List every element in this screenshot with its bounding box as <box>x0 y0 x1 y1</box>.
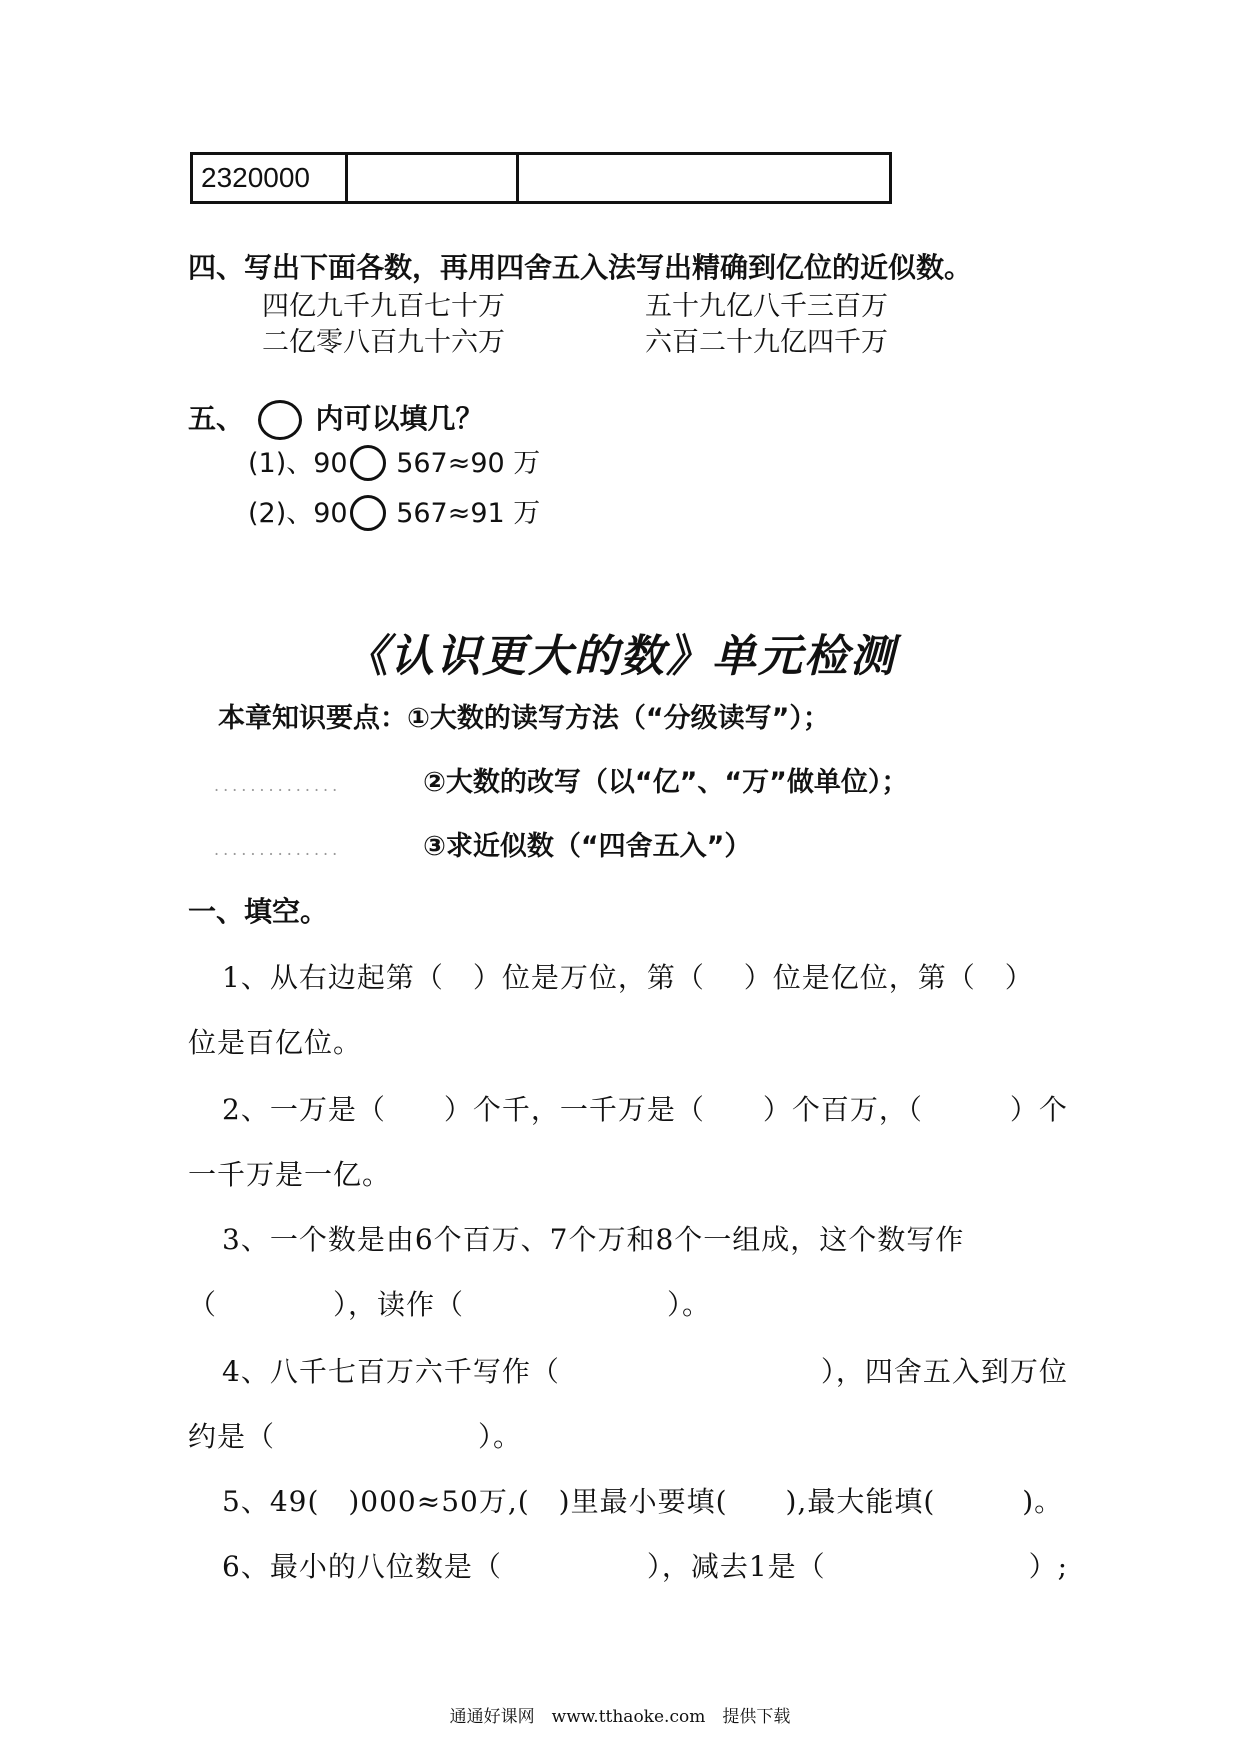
item-suffix: 567≈91 万 <box>387 498 541 529</box>
section5-item <box>248 491 540 535</box>
item-prefix: (2)、90 <box>248 498 348 529</box>
item-suffix: 567≈90 万 <box>387 448 541 479</box>
question-line: 2、一万是（ ）个千，一千万是（ ）个百万，（ ）个 <box>222 1093 1068 1126</box>
question-line: 约是（ ）。 <box>188 1420 523 1453</box>
question-line: 4、八千七百万六千写作（ ），四舍五入到万位 <box>222 1355 1068 1388</box>
section5-suffix: 内可以填几？ <box>315 402 484 435</box>
section4-item: 四亿九千九百七十万 <box>262 291 505 322</box>
dot-leader: .............. <box>214 776 342 795</box>
question-line: 位是百亿位。 <box>188 1026 363 1059</box>
number-table <box>190 152 892 204</box>
key-point: ③求近似数（“四舍五入”） <box>423 831 752 862</box>
question-line: 5、49( )000≈50万,( )里最小要填( ),最大能填( )。 <box>222 1485 1064 1518</box>
question-line: 一千万是一亿。 <box>188 1158 392 1191</box>
table-cell: 2320000 <box>192 154 347 203</box>
question-line: 1、从右边起第（ ）位是万位，第（ ）位是亿位，第（ ） <box>222 961 1034 994</box>
section5-item <box>248 441 540 485</box>
key-points-line <box>218 696 830 735</box>
page-title: 《认识更大的数》单元检测 <box>344 631 896 682</box>
key-point: ①大数的读写方法（“分级读写”）； <box>407 703 830 734</box>
footer: 通通好课网 www.tthaoke.com 提供下载 <box>449 1707 791 1727</box>
section5-prefix: 五、 <box>188 402 245 435</box>
item-prefix: (1)、90 <box>248 448 348 479</box>
dot-leader: .............. <box>214 840 342 859</box>
section4-heading: 四、写出下面各数，再用四舍五入法写出精确到亿位的近似数。 <box>188 251 973 284</box>
table-cell <box>518 154 891 203</box>
section1-heading: 一、填空。 <box>188 895 329 928</box>
section4-item: 六百二十九亿四千万 <box>645 327 888 358</box>
circle-blank-icon <box>350 495 386 531</box>
circle-blank-icon <box>350 445 386 481</box>
section4-item: 二亿零八百九十六万 <box>262 327 505 358</box>
question-line: 3、一个数是由6个百万、7个万和8个一组成，这个数写作 <box>222 1223 965 1256</box>
question-line: 6、最小的八位数是（ ），减去1是（ ）; <box>222 1550 1069 1583</box>
question-line: （ ），读作（ ）。 <box>188 1288 712 1321</box>
key-point: ②大数的改写（以“亿”、“万”做单位）； <box>423 767 909 798</box>
table-cell <box>347 154 518 203</box>
section5-heading <box>188 397 484 440</box>
circle-blank-icon <box>258 400 302 440</box>
key-points-label: 本章知识要点： <box>218 703 407 734</box>
section4-item: 五十九亿八千三百万 <box>645 291 888 322</box>
